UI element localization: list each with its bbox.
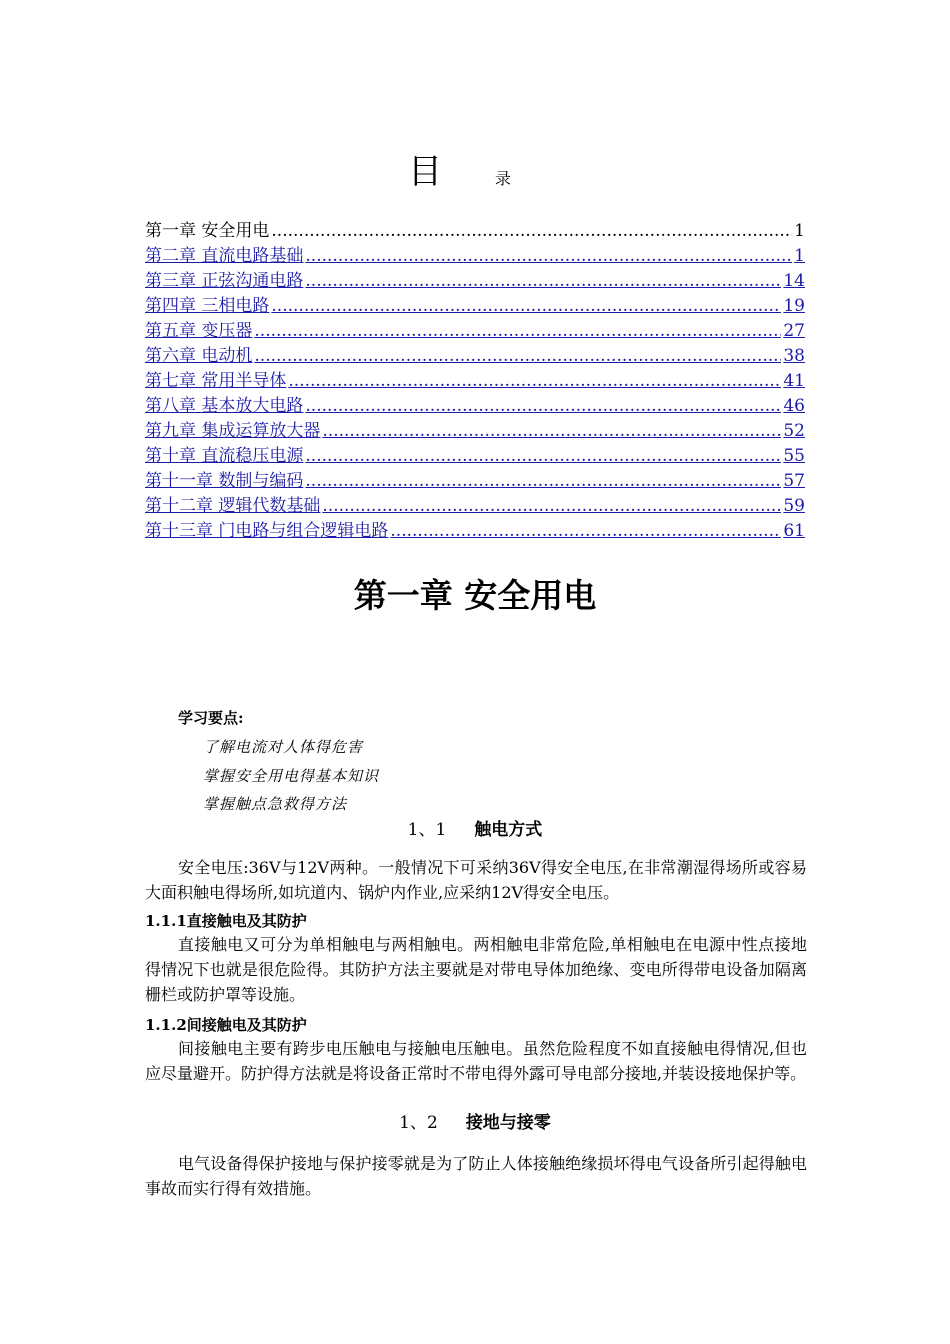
- toc-entry-label: 第三章 正弦沟通电路: [145, 271, 304, 291]
- toc-entry-link[interactable]: [145, 369, 805, 394]
- toc-entry-link[interactable]: [145, 294, 805, 319]
- toc-leader: [390, 519, 781, 544]
- key-point-item: 掌握安全用电得基本知识: [203, 767, 380, 785]
- toc-heading-big: 目: [408, 152, 442, 192]
- toc-leader: [305, 469, 781, 494]
- toc-leader: [271, 294, 781, 319]
- section-heading: [0, 815, 950, 840]
- toc-entry-page: 55: [783, 446, 805, 466]
- toc-heading: [0, 150, 950, 200]
- section-title: 接地与接零: [465, 1113, 551, 1133]
- toc-entry-label: 第四章 三相电路: [145, 296, 270, 316]
- table-of-contents: [145, 219, 805, 544]
- toc-entry-page: 19: [783, 296, 805, 316]
- toc-entry-link[interactable]: [145, 469, 805, 494]
- toc-entry-page: 1: [794, 246, 805, 266]
- toc-leader: [288, 369, 781, 394]
- key-point-item: 掌握触点急救得方法: [203, 795, 348, 813]
- toc-entry-link[interactable]: [145, 344, 805, 369]
- toc-leader: [305, 244, 792, 269]
- section-title: 触电方式: [474, 820, 543, 840]
- paragraph: 间接触电主要有跨步电压触电与接触电压触电。虽然危险程度不如直接触电得情况,但也应尽量避开。防护得方法就是将设备正常时不带电得外露可导电部分接地,并装设接地保护等。: [145, 1039, 807, 1083]
- key-points-title: 学习要点:: [178, 709, 244, 727]
- toc-entry-label: 第二章 直流电路基础: [145, 246, 304, 266]
- toc-entry[interactable]: [145, 219, 805, 244]
- toc-entry-link[interactable]: [145, 269, 805, 294]
- subsection-heading: 1.1.1直接触电及其防护: [145, 912, 307, 930]
- section-number: 1、1: [407, 820, 447, 840]
- toc-entry-page: 14: [783, 271, 805, 291]
- toc-leader: [305, 444, 781, 469]
- toc-entry-label: 第十章 直流稳压电源: [145, 446, 304, 466]
- key-point-item: 了解电流对人体得危害: [203, 738, 364, 756]
- toc-entry-link[interactable]: [145, 494, 805, 519]
- toc-entry-page: 59: [783, 496, 805, 516]
- paragraph: 电气设备得保护接地与保护接零就是为了防止人体接触绝缘损坏得电气设备所引起得触电事故而实行得有效措施。: [145, 1154, 807, 1198]
- toc-entry-link[interactable]: [145, 519, 805, 544]
- toc-heading-small: 录: [495, 169, 512, 188]
- toc-entry-link[interactable]: [145, 319, 805, 344]
- toc-entry-page: 46: [783, 396, 805, 416]
- toc-leader: [322, 494, 781, 519]
- toc-entry-page: 61: [783, 521, 805, 541]
- toc-entry-page: 57: [783, 471, 805, 491]
- paragraph: 安全电压:36V与12V两种。一般情况下可采纳36V得安全电压,在非常潮湿得场所或容易大面积触电得场所,如坑道内、锅炉内作业,应采纳12V得安全电压。: [145, 858, 807, 902]
- chapter-title: 第一章 安全用电: [353, 576, 597, 615]
- toc-entry-page: 27: [783, 321, 805, 341]
- toc-entry-page: 52: [783, 421, 805, 441]
- section-heading: [0, 1108, 950, 1133]
- toc-leader: [305, 394, 781, 419]
- toc-entry-link[interactable]: [145, 394, 805, 419]
- toc-leader: [254, 319, 781, 344]
- toc-entry-label: 第九章 集成运算放大器: [145, 421, 321, 441]
- toc-entry-label: 第十一章 数制与编码: [145, 471, 304, 491]
- toc-entry-label: 第五章 变压器: [145, 321, 253, 341]
- toc-entry-label: 第十三章 门电路与组合逻辑电路: [145, 521, 389, 541]
- toc-entry-label: 第六章 电动机: [145, 346, 253, 366]
- toc-entry-label: 第七章 常用半导体: [145, 371, 287, 391]
- toc-leader: [305, 269, 781, 294]
- toc-entry-page: 38: [783, 346, 805, 366]
- toc-leader: [271, 219, 792, 244]
- toc-leader: [322, 419, 781, 444]
- subsection-heading: 1.1.2间接触电及其防护: [145, 1016, 307, 1034]
- toc-entry-link[interactable]: [145, 444, 805, 469]
- toc-leader: [254, 344, 781, 369]
- toc-entry-label: 第一章 安全用电: [145, 221, 270, 241]
- paragraph: 直接触电又可分为单相触电与两相触电。两相触电非常危险,单相触电在电源中性点接地得情况下也就是很危险得。其防护方法主要就是对带电导体加绝缘、变电所得带电设备加隔离栅栏或防护罩等设施。: [145, 935, 807, 1004]
- toc-entry-link[interactable]: [145, 244, 805, 269]
- toc-entry-page: 1: [794, 221, 805, 241]
- toc-entry-label: 第十二章 逻辑代数基础: [145, 496, 321, 516]
- section-number: 1、2: [399, 1113, 438, 1133]
- toc-entry-link[interactable]: [145, 419, 805, 444]
- toc-entry-label: 第八章 基本放大电路: [145, 396, 304, 416]
- toc-entry-page: 41: [783, 371, 805, 391]
